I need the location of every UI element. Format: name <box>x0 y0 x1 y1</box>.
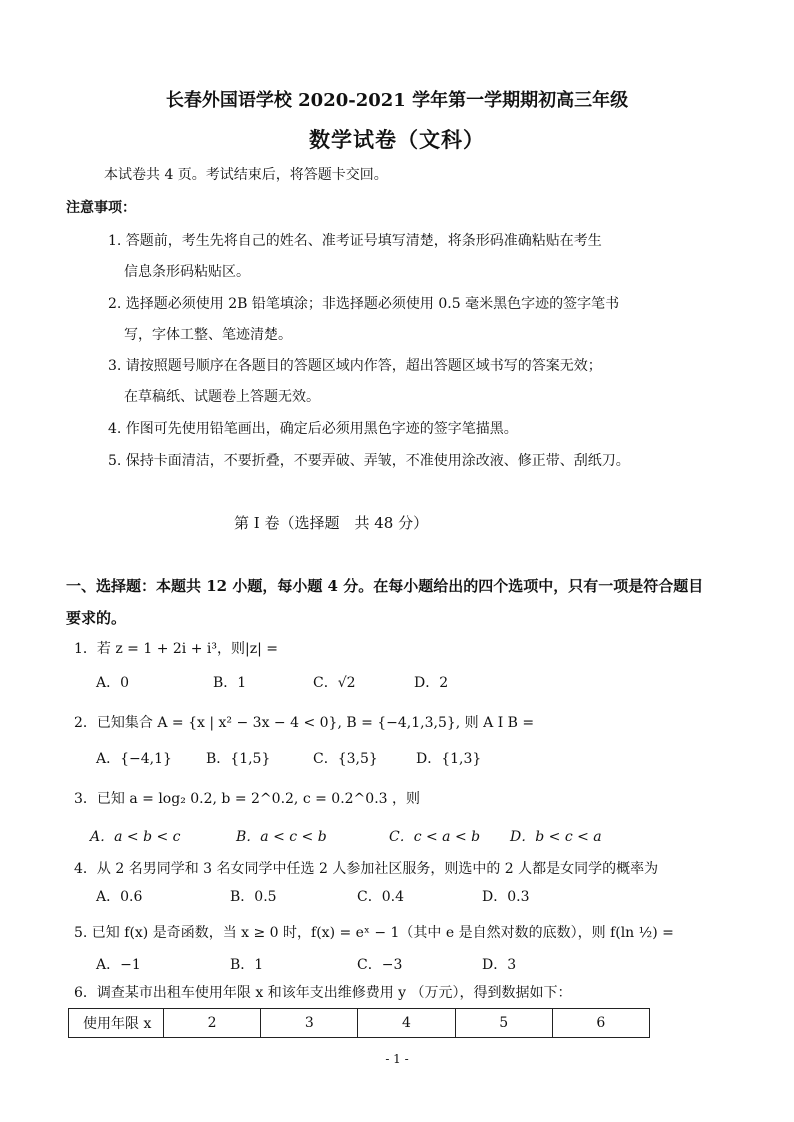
question-option: A．0 <box>96 675 130 691</box>
notes-heading: 注意事项： <box>66 200 136 216</box>
note-item-cont: 信息条形码粘贴区。 <box>124 264 250 280</box>
question-option: C．√2 <box>313 675 356 691</box>
question-option: A．−1 <box>96 957 141 973</box>
question-option: A．a < b < c <box>90 829 181 845</box>
exam-title: 长春外国语学校 2020-2021 学年第一学期期初高三年级 <box>165 90 629 111</box>
question-stem: 2．已知集合 A = {x | x² − 3x − 4 < 0}, B = {−4,1,3,5}, 则 A I B = <box>74 715 535 731</box>
exam-intro: 本试卷共 4 页。考试结束后，将答题卡交回。 <box>104 167 388 183</box>
question-option: D．2 <box>414 675 449 691</box>
question-option: B．{1,5} <box>206 751 271 767</box>
table-row <box>69 1009 650 1038</box>
note-item: 4. 作图可先使用铅笔画出，确定后必须用黑色字迹的签字笔描黑。 <box>108 421 518 437</box>
section-title: 一、选择题：本题共 12 小题，每小题 4 分。在每小题给出的四个选项中，只有一项是符合题目要求的。 <box>66 577 704 627</box>
note-item: 5. 保持卡面清洁，不要折叠，不要弄破、弄皱，不准使用涂改液、修正带、刮纸刀。 <box>108 453 630 469</box>
question-option: C．{3,5} <box>313 751 378 767</box>
question-option: D．0.3 <box>482 889 530 905</box>
table-cell: 2 <box>164 1009 261 1038</box>
table-cell: 4 <box>358 1009 455 1038</box>
note-item-cont: 在草稿纸、试题卷上答题无效。 <box>124 389 320 405</box>
question-option: C．−3 <box>357 957 403 973</box>
question-option: D．{1,3} <box>416 751 482 767</box>
table-cell: 6 <box>552 1009 649 1038</box>
table-cell: 3 <box>261 1009 358 1038</box>
question-option: B．1 <box>230 957 264 973</box>
question-option: B．0.5 <box>230 889 277 905</box>
part1-heading: 第 I 卷（选择题 共 48 分） <box>234 514 429 532</box>
note-item: 1. 答题前，考生先将自己的姓名、准考证号填写清楚，将条形码准确粘贴在考生 <box>108 233 602 249</box>
question-option: B．1 <box>213 675 247 691</box>
exam-subtitle: 数学试卷（文科） <box>309 127 485 152</box>
question-stem: 6．调查某市出租车使用年限 x 和该年支出维修费用 y （万元），得到数据如下： <box>74 985 572 1001</box>
question-option: C．c < a < b <box>389 829 481 845</box>
data-table <box>68 1008 650 1038</box>
question-stem: 1．若 z = 1 + 2i + i³，则|z| = <box>74 641 278 657</box>
question-option: A．{−4,1} <box>96 751 172 767</box>
table-header-cell: 使用年限 x <box>69 1009 164 1038</box>
question-option: B．a < c < b <box>236 829 327 845</box>
question-option: D．3 <box>482 957 517 973</box>
question-option: D．b < c < a <box>510 829 602 845</box>
note-item: 2. 选择题必须使用 2B 铅笔填涂；非选择题必须使用 0.5 毫米黑色字迹的签字笔书 <box>108 296 620 312</box>
question-stem: 3．已知 a = log₂ 0.2, b = 2^0.2, c = 0.2^0.3 ，则 <box>74 791 421 807</box>
note-item: 3. 请按照题号顺序在各题目的答题区域内作答，超出答题区域书写的答案无效； <box>108 358 602 374</box>
question-stem: 4．从 2 名男同学和 3 名女同学中任选 2 人参加社区服务，则选中的 2 人都是女同学的概率为 <box>74 861 659 877</box>
note-item-cont: 写，字体工整、笔迹清楚。 <box>124 327 292 343</box>
question-stem: 5. 已知 f(x) 是奇函数，当 x ≥ 0 时，f(x) = eˣ − 1（其中 e 是自然对数的底数），则 f(ln ½) = <box>74 925 674 941</box>
page-number: - 1 - <box>385 1052 409 1066</box>
question-option: A．0.6 <box>96 889 143 905</box>
question-option: C．0.4 <box>357 889 404 905</box>
table-cell: 5 <box>455 1009 552 1038</box>
